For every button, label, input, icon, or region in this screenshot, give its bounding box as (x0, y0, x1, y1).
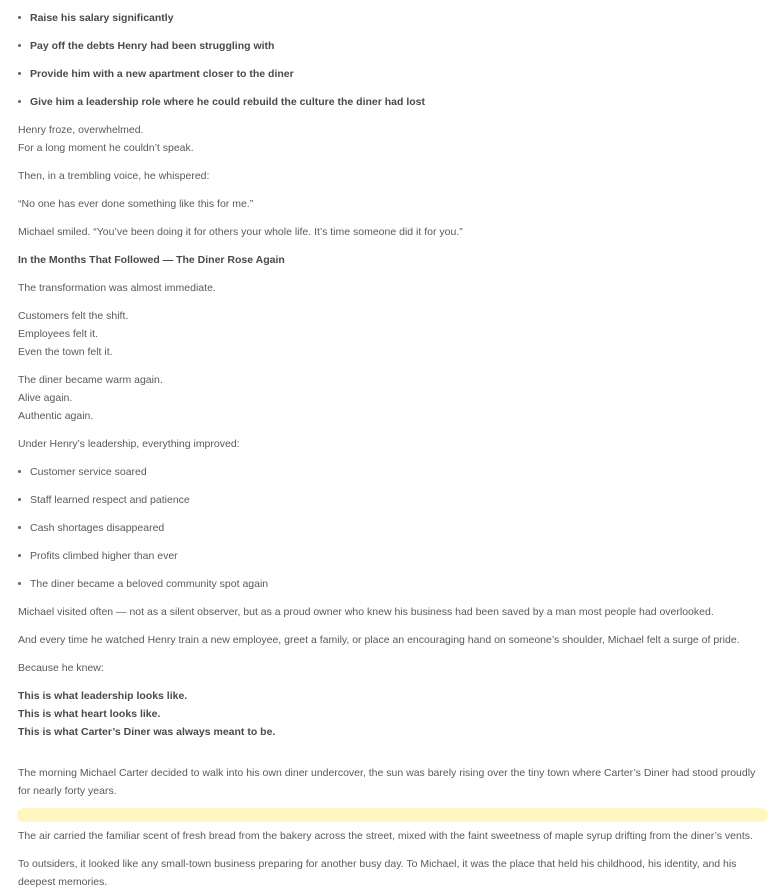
paragraph: To outsiders, it looked like any small-town business preparing for another busy day. To Michael, it was the place that held his childhood, his identity, and his deepest memories. (18, 858, 737, 888)
paragraph: Then, in a trembling voice, he whispered: (18, 170, 210, 182)
list-item: Customer service soared (30, 466, 147, 478)
paragraph: The morning Michael Carter decided to walk into his own diner undercover, the sun was barely rising over the tiny town where Carter’s Diner had stood proudly for nearly forty years. (18, 767, 756, 797)
bullet-marker (18, 526, 21, 529)
paragraph: Alive again. (18, 392, 73, 404)
paragraph: For a long moment he couldn’t speak. (18, 142, 194, 154)
paragraph: Michael smiled. “You’ve been doing it for others your whole life. It’s time someone did it for you.” (18, 226, 463, 238)
paragraph: Michael visited often — not as a silent observer, but as a proud owner who knew his business had been saved by a man most people had overlooked. (18, 606, 714, 618)
paragraph: The air carried the familiar scent of fresh bread from the bakery across the street, mixed with the faint sweetness of maple syrup drifting from the diner’s vents. (18, 830, 753, 842)
list-item: Raise his salary significantly (30, 12, 174, 24)
list-item: Pay off the debts Henry had been struggling with (30, 40, 275, 52)
list-item: The diner became a beloved community spot again (30, 578, 269, 590)
list-item: Cash shortages disappeared (30, 522, 165, 534)
bullet-marker (18, 16, 21, 19)
bullet-marker (18, 498, 21, 501)
list-item: Profits climbed higher than ever (30, 550, 178, 562)
paragraph: Even the town felt it. (18, 346, 113, 358)
list-item: Staff learned respect and patience (30, 494, 190, 506)
list-item: Give him a leadership role where he could rebuild the culture the diner had lost (30, 96, 426, 108)
bullet-marker (18, 100, 21, 103)
bold-line: This is what heart looks like. (18, 708, 161, 720)
bullet-marker (18, 72, 21, 75)
highlight-bar (17, 808, 768, 822)
paragraph: And every time he watched Henry train a new employee, greet a family, or place an encouraging hand on someone’s shoulder, Michael felt a surge of pride. (18, 634, 740, 646)
paragraph: Authentic again. (18, 410, 94, 422)
paragraph: Henry froze, overwhelmed. (18, 124, 144, 136)
paragraph: Customers felt the shift. (18, 310, 129, 322)
paragraph: The transformation was almost immediate. (18, 282, 216, 294)
quote-paragraph: “No one has ever done something like this for me.” (18, 198, 254, 210)
section-heading: In the Months That Followed — The Diner Rose Again (18, 254, 285, 266)
paragraph: Employees felt it. (18, 328, 98, 340)
bold-line: This is what Carter’s Diner was always meant to be. (18, 726, 276, 738)
bullet-marker (18, 554, 21, 557)
list-item: Provide him with a new apartment closer to the diner (30, 68, 294, 80)
paragraph: The diner became warm again. (18, 374, 163, 386)
bullet-marker (18, 44, 21, 47)
paragraph: Because he knew: (18, 662, 104, 674)
bullet-marker (18, 470, 21, 473)
paragraph: Under Henry’s leadership, everything improved: (18, 438, 240, 450)
bold-line: This is what leadership looks like. (18, 690, 188, 702)
bullet-marker (18, 582, 21, 585)
